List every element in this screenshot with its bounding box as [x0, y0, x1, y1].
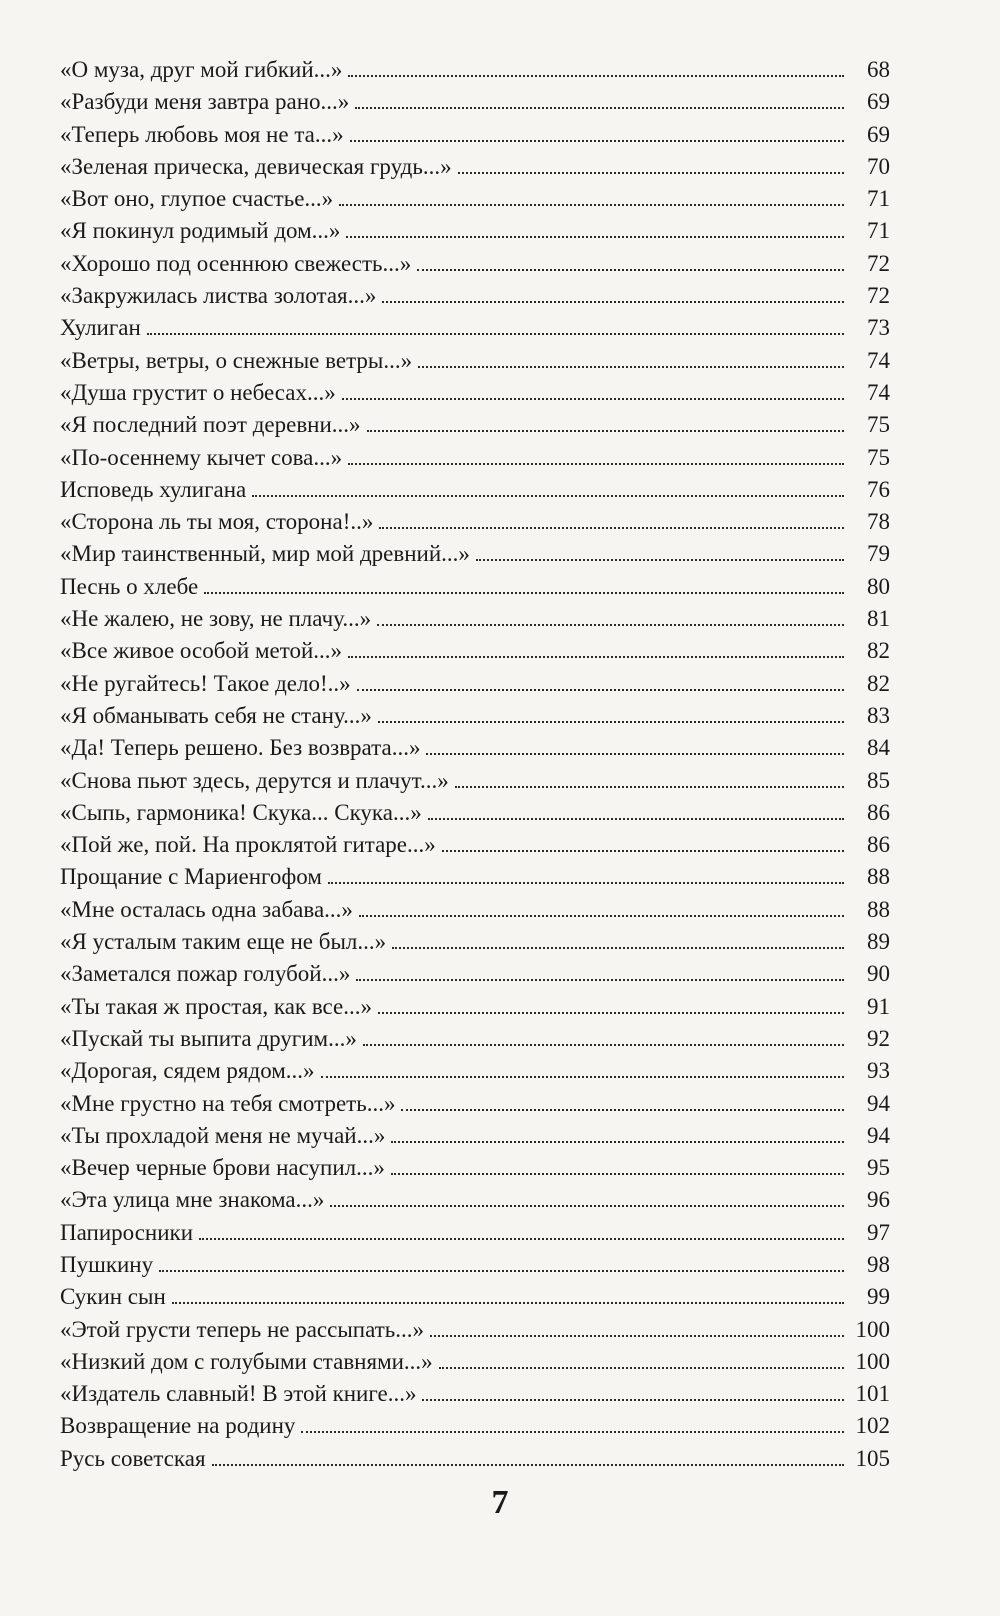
toc-entry	[60, 991, 890, 1023]
toc-entry-title: Сукин сын	[60, 1284, 166, 1310]
toc-entry-page: 73	[867, 315, 890, 341]
toc-entry-title: «Дорогая, сядем рядом...»	[60, 1058, 315, 1084]
toc-entry-title: Исповедь хулигана	[60, 476, 247, 502]
dot-leader	[391, 1141, 844, 1143]
dot-leader	[379, 527, 844, 529]
toc-entry-title: «Вечер черные брови насупил...»	[60, 1155, 385, 1181]
toc-entry	[60, 119, 890, 151]
dot-leader	[401, 1109, 844, 1111]
dot-leader	[348, 75, 844, 77]
toc-entry-page: 90	[867, 961, 890, 987]
toc-entry-page: 91	[867, 993, 890, 1019]
toc-entry-title: Возвращение на родину	[60, 1413, 296, 1439]
dot-leader	[252, 495, 844, 497]
toc-entry-title: «Пой же, пой. На проклятой гитаре...»	[60, 832, 436, 858]
toc-entry-title: «Теперь любовь моя не та...»	[60, 121, 344, 147]
toc-entry-title: «Закружилась листва золотая...»	[60, 283, 377, 309]
toc-entry-page: 70	[867, 153, 890, 179]
dot-leader	[199, 1238, 844, 1240]
toc-entry-title: «Я обманывать себя не стану...»	[60, 702, 372, 728]
toc-entry-title: «Мне осталась одна забава...»	[60, 896, 353, 922]
toc-entry-page: 101	[855, 1381, 890, 1407]
toc-entry-page: 78	[867, 509, 890, 535]
toc-entry-title: «Ты такая ж простая, как все...»	[60, 993, 372, 1019]
toc-entry-title: «Издатель славный! В этой книге...»	[60, 1381, 417, 1407]
dot-leader	[367, 430, 844, 432]
dot-leader	[382, 301, 844, 303]
toc-entry-title: «Пускай ты выпита другим...»	[60, 1025, 357, 1051]
dot-leader	[346, 236, 844, 238]
dot-leader	[355, 107, 844, 109]
dot-leader	[328, 882, 844, 884]
toc-entry	[60, 1410, 890, 1442]
toc-entry-page: 96	[867, 1187, 890, 1213]
toc-entry	[60, 54, 890, 86]
toc-entry-title: Прощание с Мариенгофом	[60, 864, 322, 890]
toc-entry	[60, 1281, 890, 1313]
toc-entry-page: 86	[867, 832, 890, 858]
toc-entry-title: «Ветры, ветры, о снежные ветры...»	[60, 347, 413, 373]
toc-entry-title: «Низкий дом с голубыми ставнями...»	[60, 1348, 433, 1374]
toc-entry	[60, 183, 890, 215]
toc-entry	[60, 1378, 890, 1410]
dot-leader	[430, 1335, 844, 1337]
toc-entry-title: «Разбуди меня завтра рано...»	[60, 89, 350, 115]
toc-entry	[60, 700, 890, 732]
dot-leader	[159, 1270, 844, 1272]
dot-leader	[212, 1464, 844, 1466]
toc-entry	[60, 1055, 890, 1087]
dot-leader	[378, 1012, 844, 1014]
toc-entry-title: «Мир таинственный, мир мой древний...»	[60, 541, 470, 567]
toc-entry	[60, 1217, 890, 1249]
toc-entry-page: 88	[867, 896, 890, 922]
toc-entry-page: 71	[867, 218, 890, 244]
toc-entry-page: 98	[867, 1251, 890, 1277]
toc-entry-page: 69	[867, 121, 890, 147]
toc-entry	[60, 829, 890, 861]
toc-entry	[60, 603, 890, 635]
toc-entry	[60, 151, 890, 183]
toc-entry-title: «Все живое особой метой...»	[60, 638, 343, 664]
table-of-contents	[60, 54, 890, 1475]
toc-entry	[60, 215, 890, 247]
dot-leader	[363, 1044, 844, 1046]
toc-entry-page: 76	[867, 476, 890, 502]
dot-leader	[428, 818, 844, 820]
toc-entry-page: 94	[867, 1122, 890, 1148]
toc-entry-page: 102	[855, 1413, 890, 1439]
toc-entry-page: 86	[867, 799, 890, 825]
dot-leader	[359, 915, 844, 917]
dot-leader	[172, 1302, 844, 1304]
toc-entry-title: «Хорошо под осеннюю свежесть...»	[60, 250, 412, 276]
toc-entry-page: 74	[867, 379, 890, 405]
toc-entry	[60, 506, 890, 538]
toc-entry-page: 93	[867, 1058, 890, 1084]
toc-entry-title: «Сторона ль ты моя, сторона!..»	[60, 509, 374, 535]
toc-entry	[60, 312, 890, 344]
toc-entry-page: 80	[867, 573, 890, 599]
toc-entry	[60, 1023, 890, 1055]
dot-leader	[418, 366, 844, 368]
toc-entry-page: 84	[867, 735, 890, 761]
toc-entry-title: «О муза, друг мой гибкий...»	[60, 57, 343, 82]
toc-entry	[60, 1443, 890, 1475]
toc-entry-title: «Я последний поэт деревни...»	[60, 412, 361, 438]
dot-leader	[348, 463, 844, 465]
page-number: 7	[491, 1484, 509, 1521]
toc-entry-page: 92	[867, 1025, 890, 1051]
toc-entry-title: «Этой грусти теперь не рассыпать...»	[60, 1316, 425, 1342]
dot-leader	[348, 656, 844, 658]
toc-entry	[60, 668, 890, 700]
dot-leader	[458, 172, 844, 174]
toc-entry-title: «Мне грустно на тебя смотреть...»	[60, 1090, 396, 1116]
toc-entry-page: 85	[867, 767, 890, 793]
toc-entry	[60, 797, 890, 829]
toc-entry	[60, 765, 890, 797]
toc-entry	[60, 248, 890, 280]
dot-leader	[439, 1367, 844, 1369]
toc-entry-page: 75	[867, 412, 890, 438]
toc-entry-page: 71	[867, 186, 890, 212]
toc-entry-title: Папиросники	[60, 1219, 194, 1245]
toc-entry-page: 105	[855, 1445, 890, 1471]
toc-entry	[60, 1346, 890, 1378]
toc-entry-page: 95	[867, 1155, 890, 1181]
dot-leader	[426, 753, 844, 755]
dot-leader	[204, 592, 844, 594]
toc-entry-title: Пушкину	[60, 1251, 154, 1277]
toc-entry-page: 97	[867, 1219, 890, 1245]
toc-entry	[60, 894, 890, 926]
toc-entry	[60, 926, 890, 958]
toc-entry	[60, 958, 890, 990]
toc-entry-title: «Я усталым таким еще не был...»	[60, 929, 387, 955]
toc-entry	[60, 1088, 890, 1120]
toc-entry-title: «Зеленая прическа, девическая грудь...»	[60, 153, 452, 179]
toc-entry-title: «Душа грустит о небесах...»	[60, 379, 336, 405]
dot-leader	[391, 1173, 844, 1175]
toc-entry-title: «Снова пьют здесь, дерутся и плачут...»	[60, 767, 449, 793]
dot-leader	[339, 204, 844, 206]
dot-leader	[147, 333, 844, 335]
toc-entry	[60, 409, 890, 441]
dot-leader	[476, 559, 844, 561]
toc-entry-page: 100	[855, 1348, 890, 1374]
dot-leader	[357, 689, 844, 691]
toc-entry-title: «Не жалею, не зову, не плачу...»	[60, 606, 372, 632]
toc-entry-title: «Да! Теперь решено. Без возврата...»	[60, 735, 421, 761]
toc-entry-page: 94	[867, 1090, 890, 1116]
dot-leader	[330, 1205, 844, 1207]
toc-entry-title: «Вот оно, глупое счастье...»	[60, 186, 334, 212]
dot-leader	[417, 269, 844, 271]
toc-entry-title: Песнь о хлебе	[60, 573, 199, 599]
toc-entry-page: 82	[867, 638, 890, 664]
toc-entry-page: 88	[867, 864, 890, 890]
dot-leader	[378, 721, 844, 723]
toc-entry-page: 75	[867, 444, 890, 470]
toc-entry-page: 99	[867, 1284, 890, 1310]
toc-entry	[60, 1152, 890, 1184]
toc-entry-page: 79	[867, 541, 890, 567]
toc-entry-title: «Эта улица мне знакома...»	[60, 1187, 325, 1213]
dot-leader	[442, 850, 844, 852]
toc-entry-page: 69	[867, 89, 890, 115]
toc-entry-page: 89	[867, 929, 890, 955]
toc-entry-title: «Сыпь, гармоника! Скука... Скука...»	[60, 799, 422, 825]
toc-entry-title: Хулиган	[60, 315, 141, 341]
toc-entry	[60, 1120, 890, 1152]
toc-entry	[60, 1314, 890, 1346]
toc-entry-title: «Заметался пожар голубой...»	[60, 961, 351, 987]
dot-leader	[350, 140, 844, 142]
toc-entry-page: 100	[855, 1316, 890, 1342]
toc-entry	[60, 377, 890, 409]
dot-leader	[342, 398, 844, 400]
dot-leader	[422, 1399, 844, 1401]
toc-entry-page: 82	[867, 670, 890, 696]
toc-entry-page: 83	[867, 702, 890, 728]
toc-entry	[60, 442, 890, 474]
dot-leader	[455, 786, 844, 788]
toc-entry-page: 72	[867, 250, 890, 276]
dot-leader	[301, 1431, 844, 1433]
toc-entry	[60, 571, 890, 603]
toc-entry	[60, 861, 890, 893]
toc-entry-title: Русь советская	[60, 1445, 206, 1471]
dot-leader	[392, 947, 844, 949]
toc-entry-page: 72	[867, 283, 890, 309]
toc-entry	[60, 280, 890, 312]
toc-entry-title: «По-осеннему кычет сова...»	[60, 444, 343, 470]
toc-entry	[60, 474, 890, 506]
toc-entry-page: 81	[867, 606, 890, 632]
toc-entry	[60, 1184, 890, 1216]
toc-entry-title: «Не ругайтесь! Такое дело!..»	[60, 670, 351, 696]
toc-entry-page: 68	[867, 57, 890, 82]
toc-entry	[60, 538, 890, 570]
dot-leader	[321, 1076, 844, 1078]
toc-entry	[60, 732, 890, 764]
toc-entry-title: «Я покинул родимый дом...»	[60, 218, 341, 244]
toc-entry	[60, 1249, 890, 1281]
dot-leader	[356, 979, 844, 981]
toc-entry	[60, 635, 890, 667]
dot-leader	[377, 624, 844, 626]
toc-entry-title: «Ты прохладой меня не мучай...»	[60, 1122, 386, 1148]
toc-entry	[60, 345, 890, 377]
toc-entry	[60, 86, 890, 118]
toc-entry-page: 74	[867, 347, 890, 373]
